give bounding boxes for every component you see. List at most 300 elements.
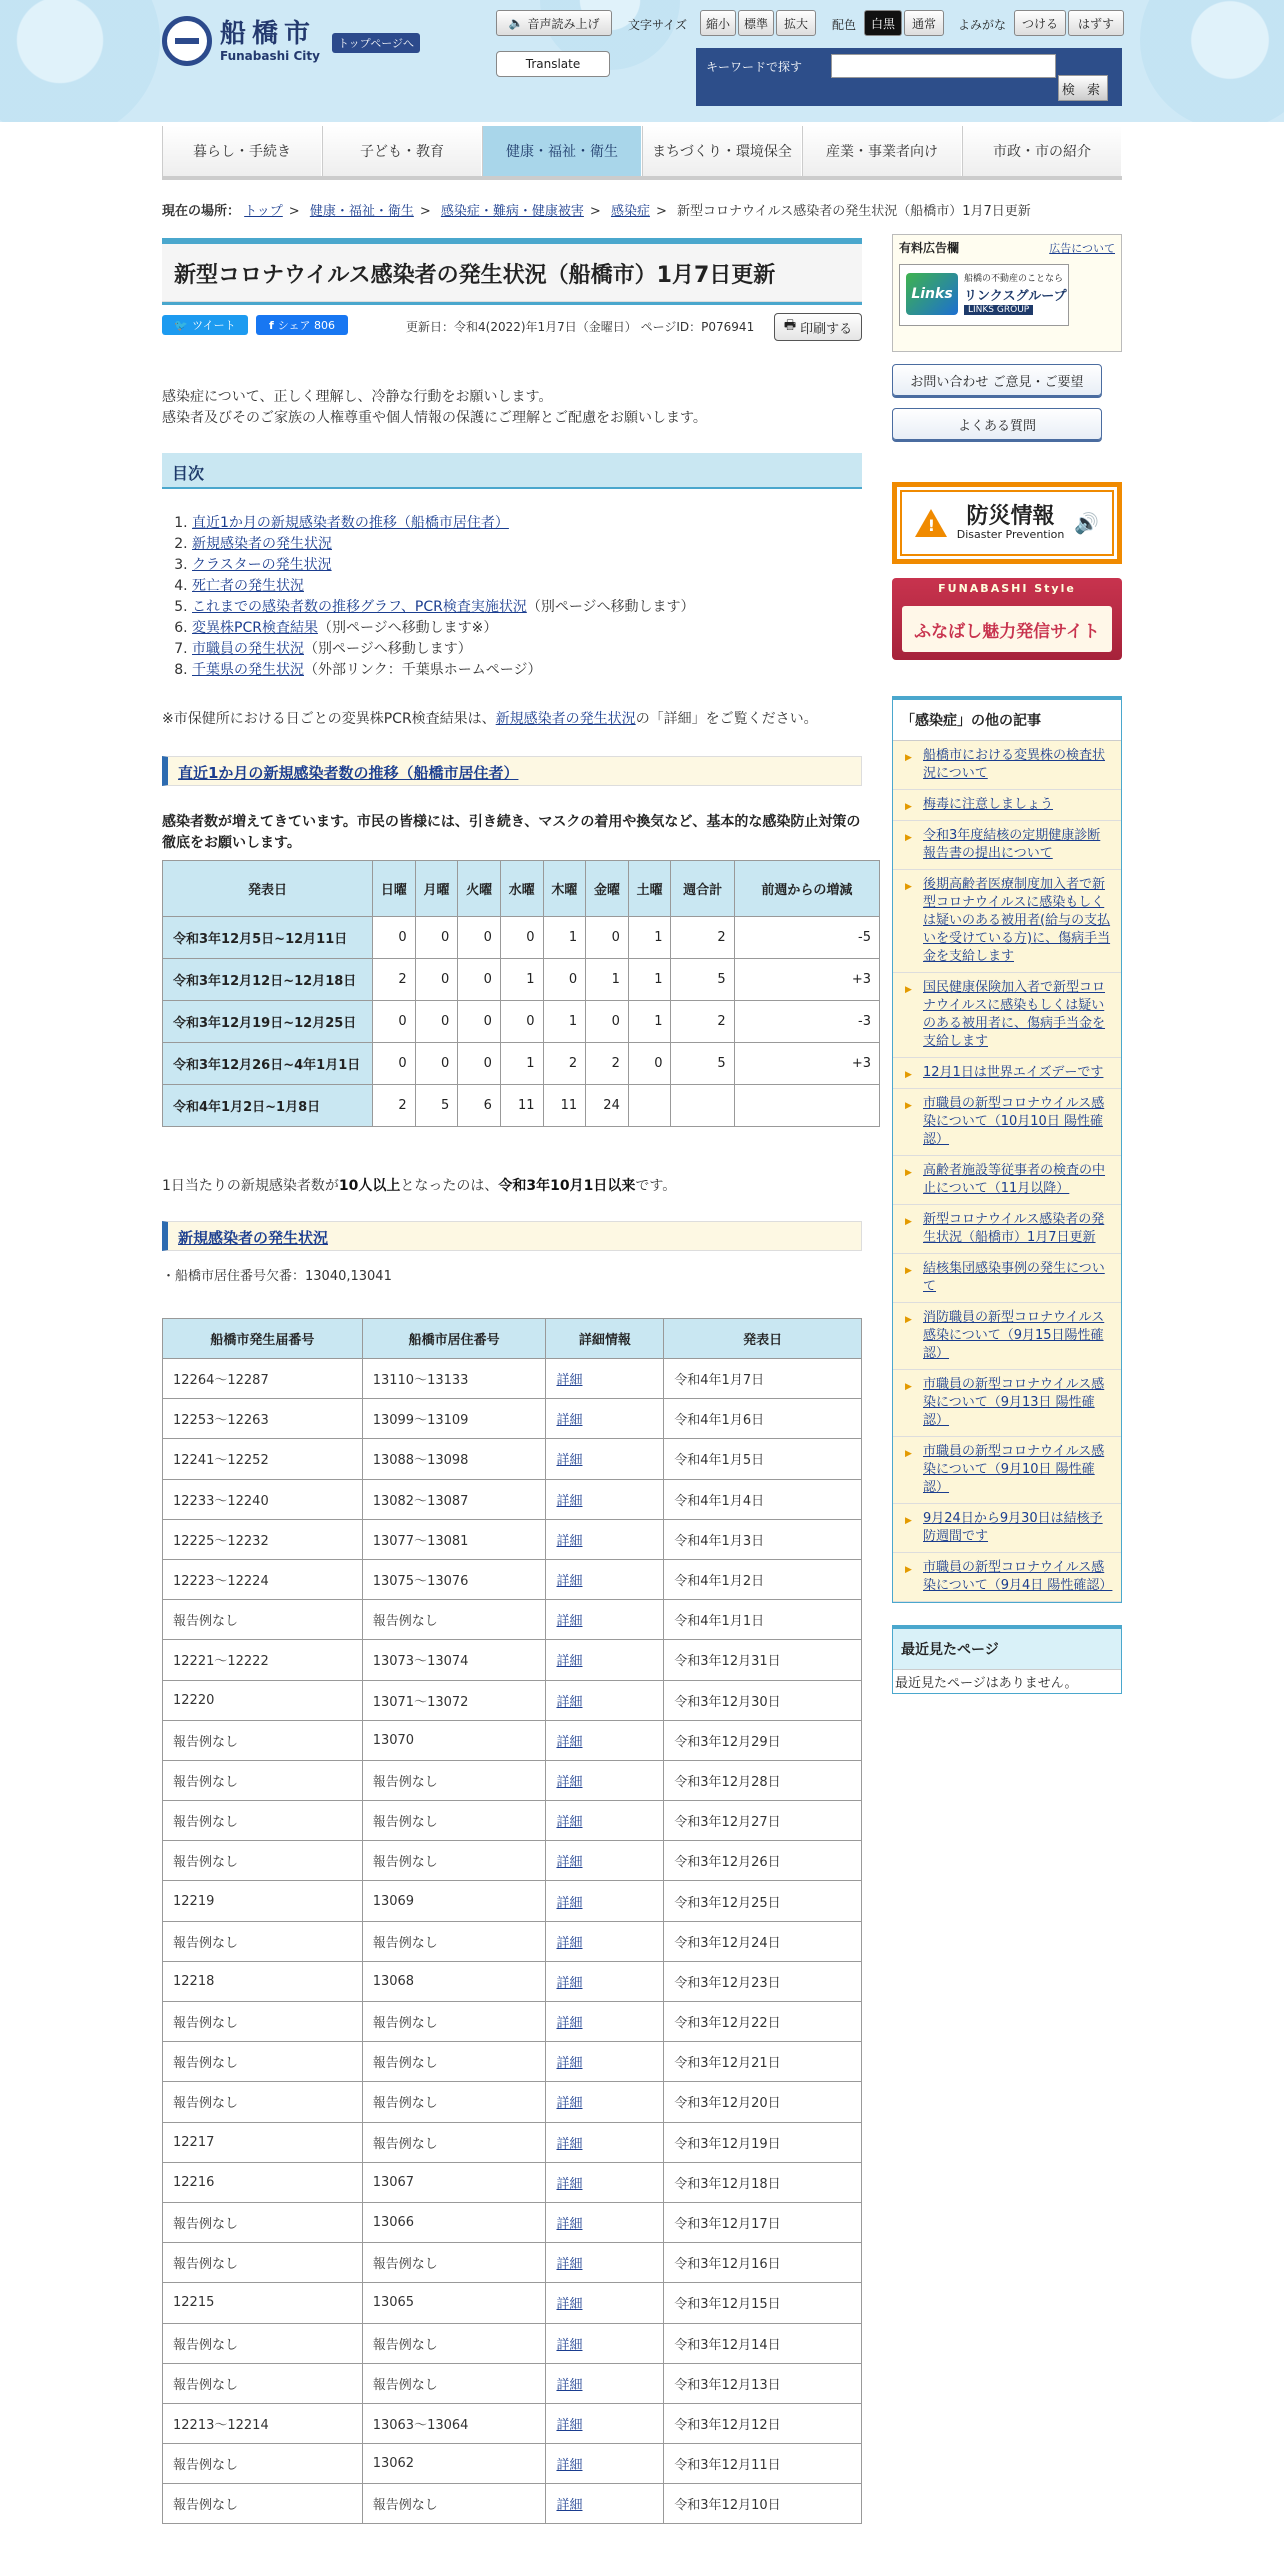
toc-link[interactable]: 千葉県の発生状況 xyxy=(192,662,304,678)
related-link[interactable]: 梅毒に注意しましょう xyxy=(923,797,1054,812)
related-link[interactable]: 12月1日は世界エイズデーです xyxy=(923,1065,1104,1080)
update-info: 更新日：令和4(2022)年1月7日（金曜日） ページID：P076941 xyxy=(406,320,755,334)
announce-date-cell: 令和4年1月6日 xyxy=(664,1399,862,1439)
detail-link[interactable]: 詳細 xyxy=(556,1413,583,1429)
resident-number-cell: 報告例なし xyxy=(362,2243,546,2283)
toc-suffix: （別ページへ移動します） xyxy=(304,641,472,657)
new-cases-table xyxy=(162,1318,862,2524)
related-link[interactable]: 市職員の新型コロナウイルス感染について（9月10日 陽性確認） xyxy=(923,1444,1105,1495)
detail-cell xyxy=(546,1801,664,1841)
toc-item xyxy=(192,618,862,639)
ad-banner[interactable] xyxy=(899,264,1069,326)
ad-line: 船橋の不動産のことなら xyxy=(964,274,1064,284)
table-row xyxy=(163,2082,862,2122)
resident-number-cell: 13067 xyxy=(362,2162,546,2202)
resident-number-cell: 報告例なし xyxy=(362,2122,546,2162)
breadcrumb-label: 現在の場所： xyxy=(162,204,241,219)
detail-cell xyxy=(546,1640,664,1680)
resident-number-cell: 13075～13076 xyxy=(362,1559,546,1599)
weekly-header-cell: 発表日 xyxy=(163,861,373,917)
count-cell: 0 xyxy=(415,917,458,959)
announce-date-cell: 令和3年12月11日 xyxy=(664,2444,862,2484)
week-label-cell: 令和3年12月5日~12月11日 xyxy=(163,917,373,959)
prevention-warning: 感染者数が増えてきています。市民の皆様には、引き続き、マスクの着用や換気など、基本的な感染防止対策の徹底をお願いします。 xyxy=(162,814,861,851)
search-input[interactable] xyxy=(831,54,1056,78)
weekly-header-cell: 日曜 xyxy=(373,861,416,917)
count-cell: 5 xyxy=(671,1043,734,1085)
weekly-header-cell: 月曜 xyxy=(415,861,458,917)
detail-link[interactable]: 詳細 xyxy=(556,1694,583,1710)
toc-suffix: （外部リンク：千葉県ホームページ） xyxy=(304,662,542,678)
report-number-cell: 報告例なし xyxy=(163,2243,363,2283)
nav-item-town[interactable]: まちづくり・環境保全 xyxy=(642,126,802,176)
report-number-cell: 報告例なし xyxy=(163,2444,363,2484)
detail-link[interactable]: 詳細 xyxy=(556,1614,583,1630)
nav-item-industry[interactable]: 産業・事業者向け xyxy=(802,126,962,176)
count-cell: 0 xyxy=(586,917,629,959)
report-number-cell: 報告例なし xyxy=(163,1801,363,1841)
table-row xyxy=(163,2444,862,2484)
detail-link[interactable]: 詳細 xyxy=(556,1975,583,1991)
detail-link[interactable]: 詳細 xyxy=(556,2417,583,2433)
related-link[interactable]: 結核集団感染事例の発生について xyxy=(923,1261,1105,1294)
detail-link[interactable]: 詳細 xyxy=(556,1493,583,1509)
detail-cell xyxy=(546,2363,664,2403)
table-header-row xyxy=(163,861,880,917)
report-number-cell: 12221～12222 xyxy=(163,1640,363,1680)
related-articles xyxy=(892,696,1122,1603)
report-number-cell: 報告例なし xyxy=(163,1720,363,1760)
detail-link[interactable]: 詳細 xyxy=(556,2136,583,2152)
count-cell: 2 xyxy=(671,1001,734,1043)
breadcrumb-separator: > xyxy=(288,204,300,219)
announce-date-cell: 令和3年12月28日 xyxy=(664,1760,862,1800)
report-number-cell: 12241～12252 xyxy=(163,1439,363,1479)
announce-date-cell: 令和3年12月13日 xyxy=(664,2363,862,2403)
related-item xyxy=(893,821,1121,870)
announce-date-cell: 令和3年12月23日 xyxy=(664,1961,862,2001)
table-row xyxy=(163,917,880,959)
related-link[interactable]: 後期高齢者医療制度加入者で新型コロナウイルスに感染もしくは疑いのある被用者(給与の支払いを受けている方)に、傷病手当金を支給します xyxy=(923,877,1111,964)
title-divider xyxy=(162,302,862,305)
top-page-link[interactable]: トップページへ xyxy=(332,33,420,53)
report-number-cell: 報告例なし xyxy=(163,1841,363,1881)
detail-link[interactable]: 詳細 xyxy=(556,1734,583,1750)
read-aloud-label: 音声読み上げ xyxy=(527,16,600,31)
ad-about-link[interactable]: 広告について xyxy=(1049,242,1115,255)
breadcrumb xyxy=(162,200,1031,219)
toc-link[interactable]: これまでの感染者数の推移グラフ、PCR検査実施状況 xyxy=(192,599,527,615)
table-row xyxy=(163,2363,862,2403)
resident-number-cell: 報告例なし xyxy=(362,1841,546,1881)
related-item xyxy=(893,1437,1121,1504)
font-small-button[interactable]: 縮小 xyxy=(700,10,736,36)
related-link[interactable]: 市職員の新型コロナウイルス感染について（9月4日 陽性確認） xyxy=(923,1560,1113,1593)
detail-link[interactable]: 詳細 xyxy=(556,2337,583,2353)
related-link[interactable]: 新型コロナウイルス感染者の発生状況（船橋市）1月7日更新 xyxy=(923,1212,1105,1245)
announce-date-cell: 令和3年12月26日 xyxy=(664,1841,862,1881)
style-banner-main: ふなばし魅力発信サイト xyxy=(902,606,1112,652)
detail-cell xyxy=(546,1881,664,1921)
detail-link[interactable]: 詳細 xyxy=(556,2056,583,2072)
announce-date-cell: 令和3年12月15日 xyxy=(664,2283,862,2323)
intro-line: 感染症について、正しく理解し、冷静な行動をお願いします。 xyxy=(162,389,553,405)
related-link[interactable]: 高齢者施設等従事者の検査の中止について（11月以降） xyxy=(923,1163,1106,1196)
related-item xyxy=(893,1370,1121,1437)
table-of-contents xyxy=(192,513,862,681)
share-label: シェア 806 xyxy=(277,319,336,332)
breadcrumb-link[interactable]: 健康・福祉・衛生 xyxy=(309,204,414,219)
intro-line: 感染者及びそのご家族の人権尊重や個人情報の保護にご理解とご配慮をお願いします。 xyxy=(162,410,707,426)
detail-link[interactable]: 詳細 xyxy=(556,1774,583,1790)
announce-date-cell: 令和3年12月25日 xyxy=(664,1881,862,1921)
announce-date-cell: 令和4年1月7日 xyxy=(664,1359,862,1399)
detail-link[interactable]: 詳細 xyxy=(556,1895,583,1911)
table-row xyxy=(163,1043,880,1085)
count-cell: 0 xyxy=(458,959,501,1001)
detail-link[interactable]: 詳細 xyxy=(556,2498,583,2514)
resident-number-cell: 報告例なし xyxy=(362,1600,546,1640)
breadcrumb-separator: > xyxy=(419,204,431,219)
weekly-header-cell: 前週からの増減 xyxy=(734,861,879,917)
toc-suffix: （別ページへ移動します） xyxy=(526,599,695,615)
note-link[interactable]: 新規感染者の発生状況 xyxy=(495,711,636,727)
report-number-cell: 12264～12287 xyxy=(163,1359,363,1399)
breadcrumb-separator: > xyxy=(655,204,667,219)
faq-button[interactable]: よくある質問 xyxy=(892,408,1102,440)
weekly-header-cell: 金曜 xyxy=(586,861,629,917)
variant-note: ※市保健所における日ごとの変異株PCR検査結果は、新規感染者の発生状況の「詳細」をご覧ください。 xyxy=(162,711,818,727)
printer-icon: 🖶 xyxy=(783,318,797,333)
detail-link[interactable]: 詳細 xyxy=(556,2257,583,2273)
font-large-button[interactable]: 拡大 xyxy=(776,10,816,36)
table-row xyxy=(163,2243,862,2283)
count-cell: 0 xyxy=(373,917,416,959)
count-cell: 0 xyxy=(415,959,458,1001)
cases-header-cell: 発表日 xyxy=(664,1319,862,1359)
table-row xyxy=(163,1479,862,1519)
detail-cell xyxy=(546,2444,664,2484)
disaster-info-text: 防災情報 Disaster Prevention xyxy=(956,504,1065,541)
nav-item-life[interactable]: 暮らし・手続き xyxy=(162,126,322,176)
toc-item xyxy=(192,597,862,618)
detail-link[interactable]: 詳細 xyxy=(556,2096,583,2112)
count-cell: 1 xyxy=(628,917,671,959)
detail-link[interactable]: 詳細 xyxy=(556,1935,583,1951)
related-link[interactable]: 市職員の新型コロナウイルス感染について（10月10日 陽性確認） xyxy=(923,1096,1105,1147)
table-row xyxy=(163,1720,862,1760)
table-row xyxy=(163,1881,862,1921)
speaker-icon: 🔊 xyxy=(1074,511,1100,535)
resident-number-cell: 13065 xyxy=(362,2283,546,2323)
toc-suffix: （別ページへ移動します※） xyxy=(317,620,498,636)
resident-number-cell: 報告例なし xyxy=(362,1921,546,1961)
threshold-text: 1日当たりの新規感染者数が10人以上となったのは、令和3年10月1日以来です。 xyxy=(162,1178,677,1194)
announce-date-cell: 令和3年12月27日 xyxy=(664,1801,862,1841)
table-row xyxy=(163,1001,880,1043)
detail-cell xyxy=(546,1439,664,1479)
toc-link[interactable]: 死亡者の発生状況 xyxy=(192,578,304,594)
related-link[interactable]: 消防職員の新型コロナウイルス感染について（9月15日陽性確認） xyxy=(923,1310,1105,1361)
print-button[interactable] xyxy=(774,313,862,341)
disaster-info-banner[interactable] xyxy=(892,482,1122,564)
tweet-label: ツイート xyxy=(192,319,236,332)
count-cell: 1 xyxy=(500,959,543,1001)
detail-cell xyxy=(546,1961,664,2001)
count-cell: 2 xyxy=(373,959,416,1001)
breadcrumb-link[interactable]: 感染症 xyxy=(610,204,650,219)
style-banner-top: FUNABASHI Style xyxy=(938,582,1076,595)
related-title: 「感染症」の他の記事 xyxy=(893,700,1121,741)
speaker-icon: 🔈 xyxy=(508,16,524,30)
toc-item xyxy=(192,660,862,681)
search-area xyxy=(696,48,1122,106)
count-cell: 0 xyxy=(458,1001,501,1043)
announce-date-cell: 令和4年1月2日 xyxy=(664,1559,862,1599)
announce-date-cell: 令和3年12月19日 xyxy=(664,2122,862,2162)
count-cell: -5 xyxy=(734,917,879,959)
city-emblem-icon xyxy=(162,16,212,66)
detail-link[interactable]: 詳細 xyxy=(556,2297,583,2313)
toc-item xyxy=(192,639,862,660)
detail-link[interactable]: 詳細 xyxy=(556,1815,583,1831)
contact-button[interactable]: お問い合わせ ご意見・ご要望 xyxy=(892,364,1102,396)
table-row xyxy=(163,2202,862,2242)
facebook-share-button[interactable] xyxy=(256,315,348,335)
toc-link[interactable]: 市職員の発生状況 xyxy=(192,641,304,657)
announce-date-cell: 令和3年12月30日 xyxy=(664,1680,862,1720)
count-cell: 0 xyxy=(543,959,586,1001)
table-row xyxy=(163,2283,862,2323)
related-item xyxy=(893,790,1121,821)
count-cell: 11 xyxy=(543,1085,586,1127)
detail-cell xyxy=(546,2323,664,2363)
count-cell: 6 xyxy=(458,1085,501,1127)
toc-link[interactable]: クラスターの発生状況 xyxy=(192,557,332,573)
font-normal-button[interactable]: 標準 xyxy=(738,10,774,36)
report-number-cell: 12217 xyxy=(163,2122,363,2162)
detail-cell xyxy=(546,1760,664,1800)
count-cell: 0 xyxy=(458,1043,501,1085)
toc-link[interactable]: 直近1か月の新規感染者数の推移（船橋市居住者） xyxy=(192,515,509,531)
detail-cell xyxy=(546,1519,664,1559)
detail-cell xyxy=(546,2082,664,2122)
detail-cell xyxy=(546,2042,664,2082)
table-row xyxy=(163,1961,862,2001)
count-cell: 2 xyxy=(373,1085,416,1127)
tweet-button[interactable] xyxy=(162,315,248,335)
detail-link[interactable]: 詳細 xyxy=(556,1453,583,1469)
read-aloud-button[interactable] xyxy=(496,10,612,36)
detail-cell xyxy=(546,1841,664,1881)
weekly-header-cell: 土曜 xyxy=(628,861,671,917)
related-link[interactable]: 市職員の新型コロナウイルス感染について（9月13日 陽性確認） xyxy=(923,1377,1105,1428)
announce-date-cell: 令和3年12月12日 xyxy=(664,2403,862,2443)
detail-cell xyxy=(546,2002,664,2042)
twitter-icon: 🐦 xyxy=(174,318,189,332)
resident-number-cell: 13088～13098 xyxy=(362,1439,546,1479)
count-cell: 1 xyxy=(543,1001,586,1043)
report-number-cell: 報告例なし xyxy=(163,2202,363,2242)
related-link[interactable]: 船橋市における変異株の検査状況について xyxy=(923,748,1106,781)
nav-item-city[interactable]: 市政・市の紹介 xyxy=(962,126,1122,176)
report-number-cell: 12218 xyxy=(163,1961,363,2001)
announce-date-cell: 令和3年12月29日 xyxy=(664,1720,862,1760)
cases-heading-link[interactable]: 新規感染者の発生状況 xyxy=(178,1229,329,1247)
report-number-cell: 報告例なし xyxy=(163,2363,363,2403)
logo-title: 船橋市 xyxy=(220,19,317,49)
resident-number-cell: 13069 xyxy=(362,1881,546,1921)
related-item xyxy=(893,870,1121,973)
detail-link[interactable]: 詳細 xyxy=(556,1533,583,1549)
search-button[interactable]: 検 索 xyxy=(1058,75,1108,101)
recent-pages xyxy=(892,1625,1122,1694)
table-row xyxy=(163,1399,862,1439)
detail-cell xyxy=(546,1399,664,1439)
related-link[interactable]: 国民健康保険加入者で新型コロナウイルスに感染もしくは疑いのある被用者に、傷病手当金を支給します xyxy=(923,980,1106,1049)
cases-header-cell: 船橋市居住番号 xyxy=(362,1319,546,1359)
report-number-cell: 報告例なし xyxy=(163,2323,363,2363)
detail-link[interactable]: 詳細 xyxy=(556,2458,583,2474)
site-logo[interactable] xyxy=(162,16,320,66)
table-row xyxy=(163,1600,862,1640)
resident-number-cell: 報告例なし xyxy=(362,1801,546,1841)
funabashi-style-banner[interactable] xyxy=(892,578,1122,660)
ad-box xyxy=(892,234,1122,352)
resident-number-cell: 13082～13087 xyxy=(362,1479,546,1519)
sidebar xyxy=(892,234,1122,1694)
table-row xyxy=(163,1439,862,1479)
meta-row xyxy=(162,313,862,353)
resident-number-cell: 13099～13109 xyxy=(362,1399,546,1439)
week-label-cell: 令和3年12月19日~12月25日 xyxy=(163,1001,373,1043)
resident-number-cell: 報告例なし xyxy=(362,2002,546,2042)
detail-link[interactable]: 詳細 xyxy=(556,1654,583,1670)
count-cell: 0 xyxy=(373,1043,416,1085)
weekly-heading xyxy=(162,756,862,786)
detail-cell xyxy=(546,2122,664,2162)
table-row xyxy=(163,1921,862,1961)
weekly-heading-link[interactable]: 直近1か月の新規感染者数の推移（船橋市居住者） xyxy=(178,764,519,782)
toc-link[interactable]: 新規感染者の発生状況 xyxy=(192,536,332,552)
detail-link[interactable]: 詳細 xyxy=(556,1373,583,1389)
count-cell: +3 xyxy=(734,1043,879,1085)
table-row xyxy=(163,1359,862,1399)
count-cell: 0 xyxy=(628,1043,671,1085)
detail-cell xyxy=(546,1680,664,1720)
resident-number-cell: 13070 xyxy=(362,1720,546,1760)
count-cell: 11 xyxy=(500,1085,543,1127)
related-item xyxy=(893,1254,1121,1303)
detail-cell xyxy=(546,1600,664,1640)
toc-item xyxy=(192,534,862,555)
detail-cell xyxy=(546,2484,664,2524)
resident-number-cell: 13110～13133 xyxy=(362,1359,546,1399)
resident-number-cell: 報告例なし xyxy=(362,2484,546,2524)
page-title: 新型コロナウイルス感染者の発生状況（船橋市）1月7日更新 xyxy=(162,238,862,302)
ad-title: 有料広告欄 xyxy=(899,241,960,255)
ruby-off-button[interactable]: はずす xyxy=(1068,10,1124,36)
resident-number-cell: 13068 xyxy=(362,1961,546,2001)
detail-link[interactable]: 詳細 xyxy=(556,2377,583,2393)
intro-text xyxy=(162,387,862,429)
count-cell: 2 xyxy=(671,917,734,959)
related-item xyxy=(893,973,1121,1058)
related-item xyxy=(893,1205,1121,1254)
announce-date-cell: 令和4年1月4日 xyxy=(664,1479,862,1519)
count-cell: 0 xyxy=(415,1001,458,1043)
count-cell: 0 xyxy=(500,917,543,959)
detail-link[interactable]: 詳細 xyxy=(556,2016,583,2032)
detail-link[interactable]: 詳細 xyxy=(556,2176,583,2192)
toc-item xyxy=(192,513,862,534)
related-item xyxy=(893,1553,1121,1602)
table-row xyxy=(163,1085,880,1127)
nav-item-children[interactable]: 子ども・教育 xyxy=(322,126,482,176)
detail-link[interactable]: 詳細 xyxy=(556,1855,583,1871)
report-number-cell: 12213～12214 xyxy=(163,2403,363,2443)
ad-line: LINKS GROUP xyxy=(964,305,1033,315)
resident-number-cell: 13063～13064 xyxy=(362,2403,546,2443)
detail-link[interactable]: 詳細 xyxy=(556,2217,583,2233)
report-number-cell: 報告例なし xyxy=(163,2002,363,2042)
table-row xyxy=(163,1519,862,1559)
report-number-cell: 12219 xyxy=(163,1881,363,1921)
decor-flower xyxy=(1140,0,1284,122)
table-row xyxy=(163,1801,862,1841)
related-link[interactable]: 令和3年度結核の定期健康診断報告書の提出について xyxy=(923,828,1101,861)
week-label-cell: 令和3年12月26日~4年1月1日 xyxy=(163,1043,373,1085)
resident-number-cell: 13073～13074 xyxy=(362,1640,546,1680)
count-cell: 2 xyxy=(586,1043,629,1085)
translate-button[interactable]: Translate xyxy=(496,51,610,77)
table-row xyxy=(163,2002,862,2042)
related-item xyxy=(893,1303,1121,1370)
recent-empty-text: 最近見たページはありません。 xyxy=(895,1676,1078,1691)
cases-header-cell: 詳細情報 xyxy=(546,1319,664,1359)
weekly-header-cell: 火曜 xyxy=(458,861,501,917)
ruby-on-button[interactable]: つける xyxy=(1014,10,1066,36)
detail-cell xyxy=(546,1479,664,1519)
color-normal-button[interactable]: 通常 xyxy=(904,10,944,36)
report-number-cell: 報告例なし xyxy=(163,2082,363,2122)
print-label: 印刷する xyxy=(800,321,853,337)
nav-item-health[interactable]: 健康・福祉・衛生 xyxy=(482,126,642,176)
resident-number-cell: 報告例なし xyxy=(362,2042,546,2082)
related-item xyxy=(893,741,1121,790)
related-link[interactable]: 9月24日から9月30日は結核予防週間です xyxy=(923,1511,1103,1544)
announce-date-cell: 令和3年12月20日 xyxy=(664,2082,862,2122)
table-row xyxy=(163,2323,862,2363)
toc-link[interactable]: 変異株PCR検査結果 xyxy=(192,620,318,636)
ruby-label: よみがな xyxy=(958,18,1007,32)
count-cell: 5 xyxy=(671,959,734,1001)
breadcrumb-link[interactable]: 感染症・難病・健康被害 xyxy=(440,204,584,219)
color-bw-button[interactable]: 白黒 xyxy=(864,10,902,36)
breadcrumb-link[interactable]: トップ xyxy=(244,204,283,219)
detail-cell xyxy=(546,2202,664,2242)
toc-item xyxy=(192,555,862,576)
report-number-cell: 報告例なし xyxy=(163,1921,363,1961)
table-row xyxy=(163,959,880,1001)
count-cell: 1 xyxy=(628,959,671,1001)
count-cell xyxy=(671,1085,734,1127)
table-row xyxy=(163,1760,862,1800)
cases-heading xyxy=(162,1221,862,1251)
announce-date-cell: 令和3年12月18日 xyxy=(664,2162,862,2202)
detail-link[interactable]: 詳細 xyxy=(556,1574,583,1590)
announce-date-cell: 令和4年1月1日 xyxy=(664,1600,862,1640)
